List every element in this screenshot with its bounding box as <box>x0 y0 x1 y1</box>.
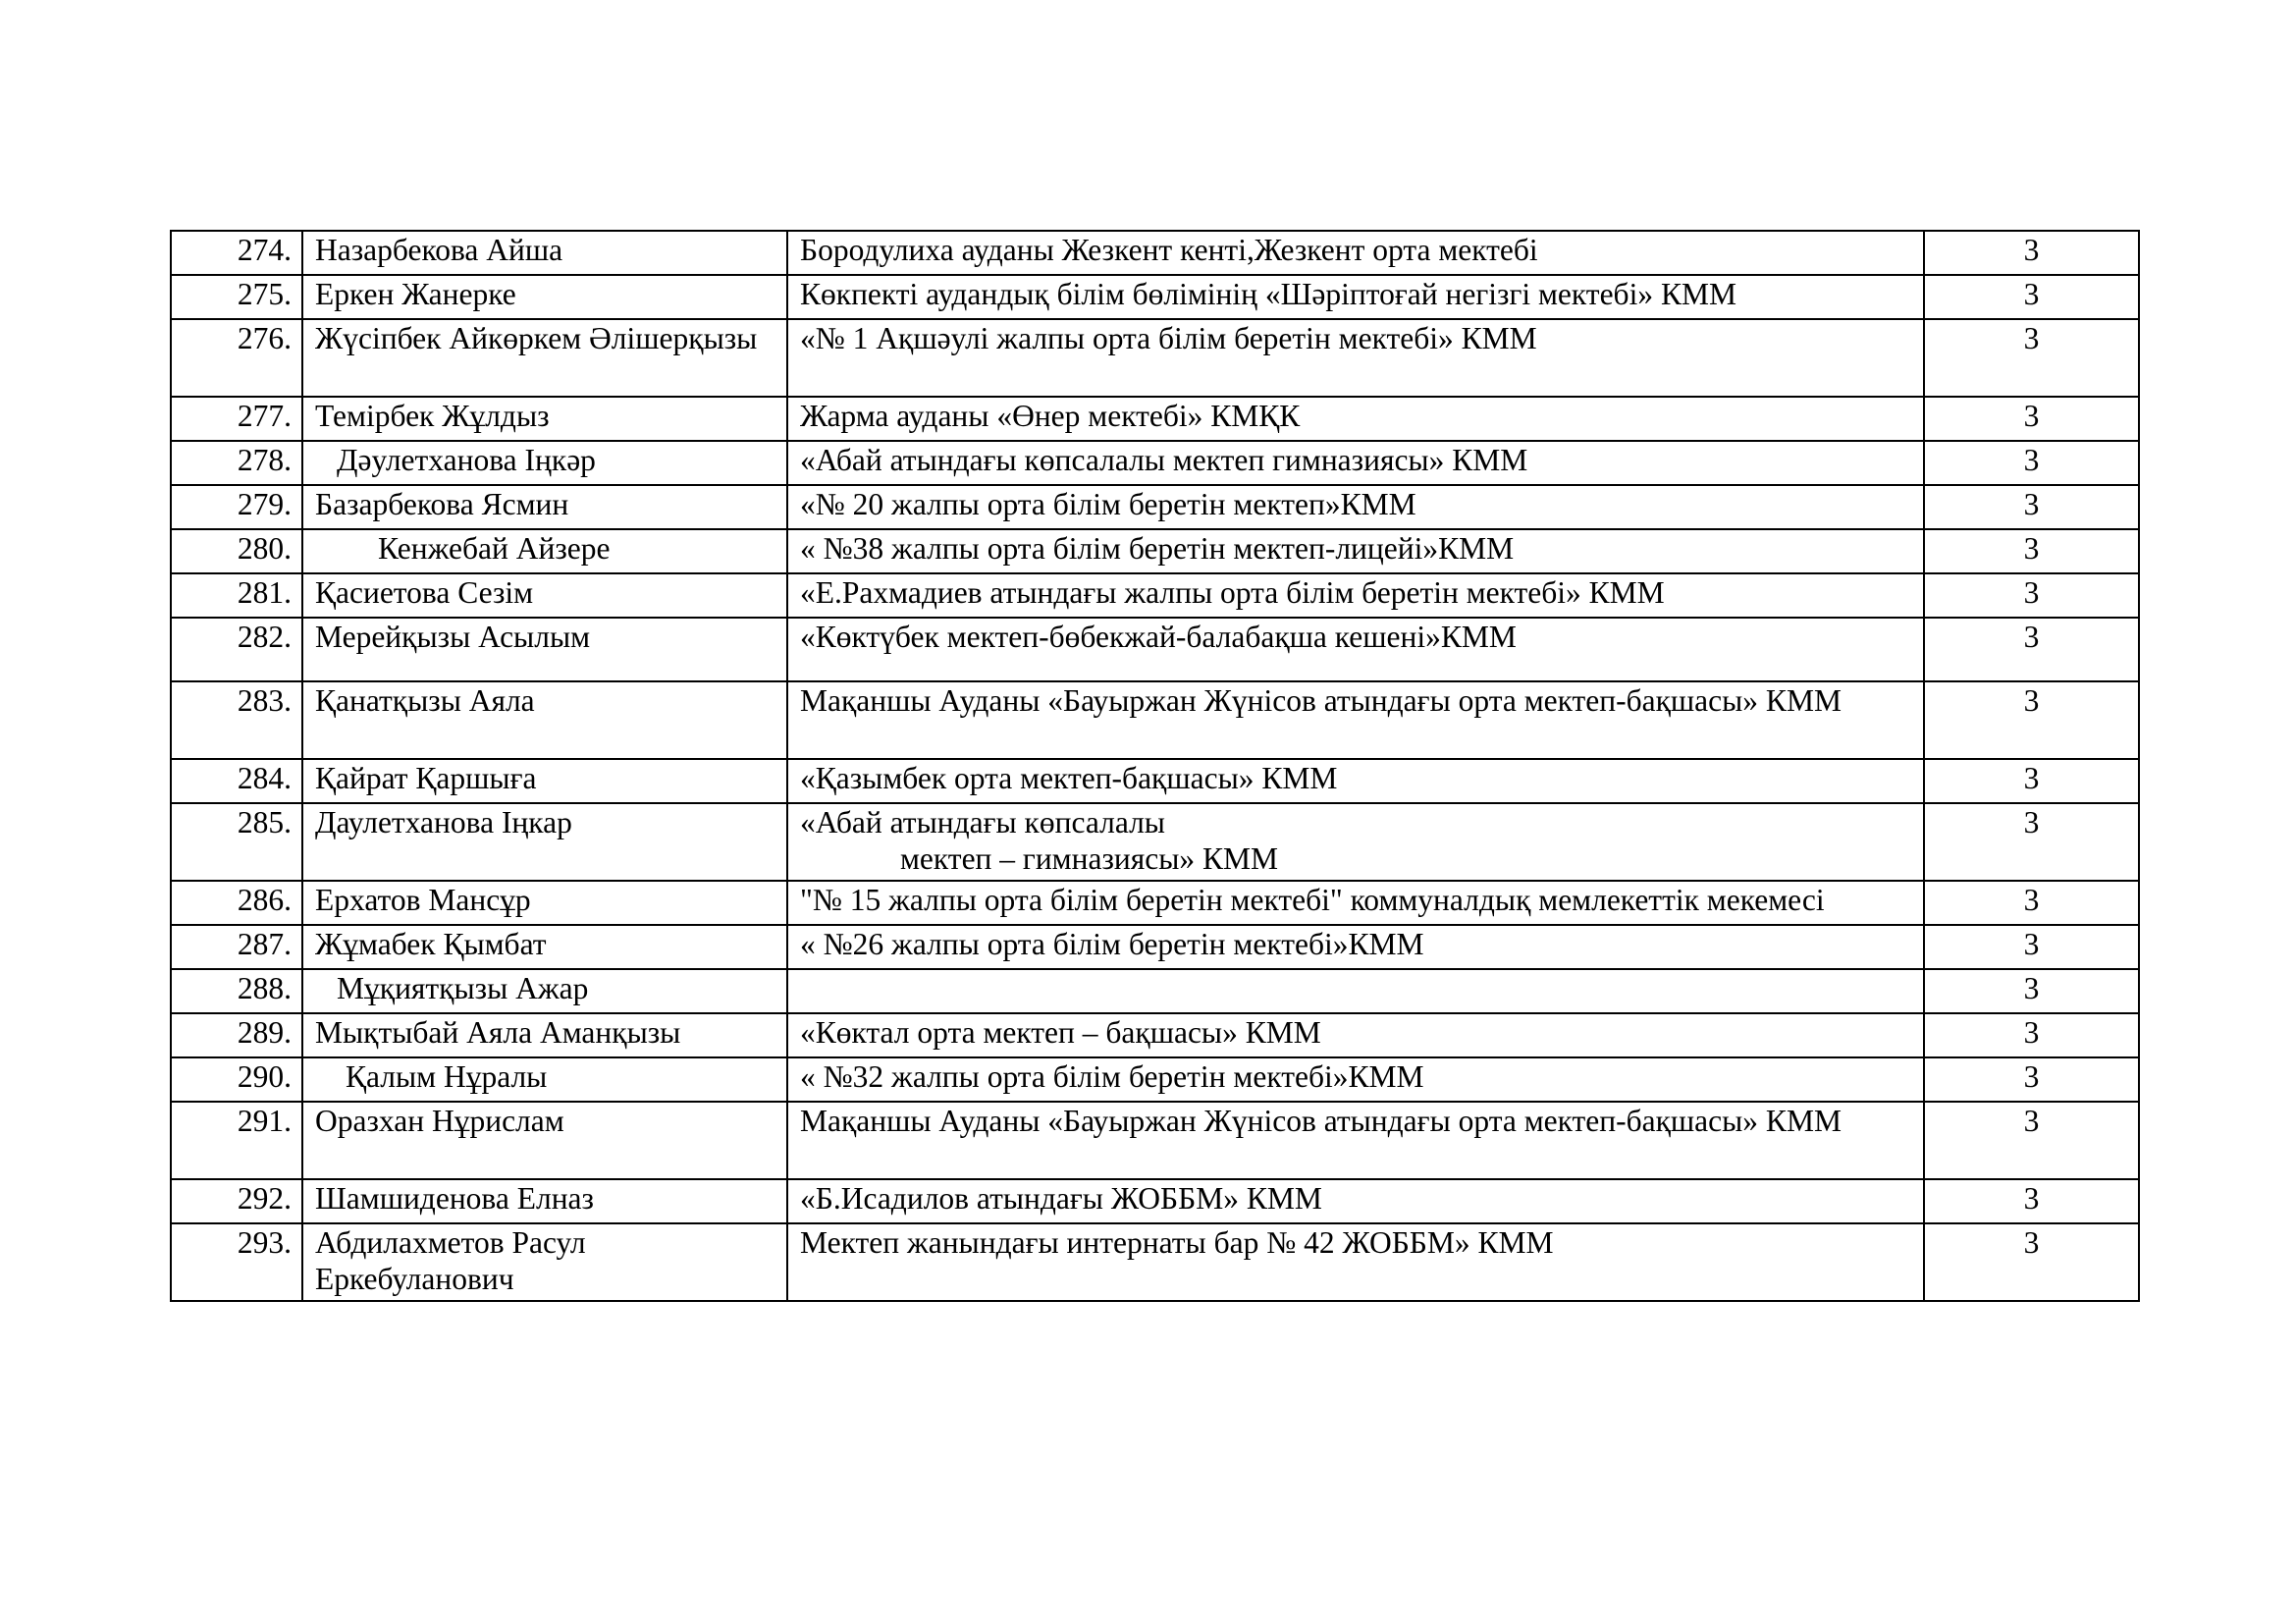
row-number: 279. <box>171 485 302 529</box>
grade-value: 3 <box>1924 231 2139 275</box>
row-number: 281. <box>171 573 302 618</box>
school-name: «Б.Исадилов атындағы ЖОББМ» КММ <box>787 1179 1924 1223</box>
school-name <box>787 803 1924 881</box>
grade-value: 3 <box>1924 759 2139 803</box>
grade-value: 3 <box>1924 969 2139 1013</box>
student-name: Абдилахметов Расул Еркебуланович <box>302 1223 787 1301</box>
row-number: 292. <box>171 1179 302 1223</box>
student-name: Мықтыбай Аяла Аманқызы <box>302 1013 787 1057</box>
row-number: 283. <box>171 681 302 759</box>
table-row <box>171 969 2139 1013</box>
table-row <box>171 231 2139 275</box>
school-name: Көкпекті аудандық білім бөлімінің «Шәріптоғай негізгі мектебі» КММ <box>787 275 1924 319</box>
row-number: 286. <box>171 881 302 925</box>
student-name: Жұмабек Қымбат <box>302 925 787 969</box>
grade-value: 3 <box>1924 529 2139 573</box>
row-number: 285. <box>171 803 302 881</box>
table-row <box>171 573 2139 618</box>
student-name: Базарбекова Ясмин <box>302 485 787 529</box>
school-name: « №26 жалпы орта білім беретін мектебі»КММ <box>787 925 1924 969</box>
table-row <box>171 319 2139 397</box>
row-number: 288. <box>171 969 302 1013</box>
student-name-text: Дәулетханова Іңкәр <box>337 443 596 477</box>
row-number: 291. <box>171 1102 302 1179</box>
school-name: « №32 жалпы орта білім беретін мектебі»КММ <box>787 1057 1924 1102</box>
student-name-text: Қалым Нұралы <box>346 1059 548 1094</box>
row-number: 276. <box>171 319 302 397</box>
student-name: Ерхатов Мансұр <box>302 881 787 925</box>
student-name: Жүсіпбек Айкөркем Әлішерқызы <box>302 319 787 397</box>
student-name: Қайрат Қаршыға <box>302 759 787 803</box>
school-name-line-1: «Абай атындағы көпсалалы <box>800 805 1165 839</box>
grade-value: 3 <box>1924 1179 2139 1223</box>
grade-value: 3 <box>1924 803 2139 881</box>
student-name-text: Кенжебай Айзере <box>378 531 611 566</box>
school-name: Мақаншы Ауданы «Бауыржан Жүнісов атындағы орта мектеп-бақшасы» КММ <box>787 1102 1924 1179</box>
school-name: "№ 15 жалпы орта білім беретін мектебі" коммуналдық мемлекеттік мекемесі <box>787 881 1924 925</box>
table-row <box>171 925 2139 969</box>
grade-value: 3 <box>1924 397 2139 441</box>
table-row <box>171 485 2139 529</box>
student-name: Темірбек Жұлдыз <box>302 397 787 441</box>
grade-value: 3 <box>1924 618 2139 681</box>
row-number: 280. <box>171 529 302 573</box>
roster-table <box>170 230 2140 1302</box>
row-number: 278. <box>171 441 302 485</box>
student-name: Еркен Жанерке <box>302 275 787 319</box>
row-number: 287. <box>171 925 302 969</box>
grade-value: 3 <box>1924 441 2139 485</box>
grade-value: 3 <box>1924 573 2139 618</box>
school-name <box>787 969 1924 1013</box>
table-row <box>171 681 2139 759</box>
row-number: 275. <box>171 275 302 319</box>
school-name: «№ 20 жалпы орта білім беретін мектеп»КММ <box>787 485 1924 529</box>
student-name: Қасиетова Сезім <box>302 573 787 618</box>
row-number: 282. <box>171 618 302 681</box>
row-number: 284. <box>171 759 302 803</box>
table-row <box>171 618 2139 681</box>
student-name: Шамшиденова Елназ <box>302 1179 787 1223</box>
grade-value: 3 <box>1924 1057 2139 1102</box>
student-name <box>302 529 787 573</box>
table-row <box>171 1057 2139 1102</box>
school-name: «Көктүбек мектеп-бөбекжай-балабақша кешені»КММ <box>787 618 1924 681</box>
grade-value: 3 <box>1924 925 2139 969</box>
student-name <box>302 969 787 1013</box>
table-row <box>171 1013 2139 1057</box>
grade-value: 3 <box>1924 1102 2139 1179</box>
school-name: Мектеп жанындағы интернаты бар № 42 ЖОББМ» КММ <box>787 1223 1924 1301</box>
school-name: «Абай атындағы көпсалалы мектеп гимназиясы» КММ <box>787 441 1924 485</box>
school-name: Бородулиха ауданы Жезкент кенті,Жезкент орта мектебі <box>787 231 1924 275</box>
school-name-line-2: мектеп – гимназиясы» КММ <box>900 841 1279 876</box>
grade-value: 3 <box>1924 319 2139 397</box>
student-name: Назарбекова Айша <box>302 231 787 275</box>
school-name: «Қазымбек орта мектеп-бақшасы» КММ <box>787 759 1924 803</box>
table-row <box>171 397 2139 441</box>
school-name: Жарма ауданы «Өнер мектебі» КМҚК <box>787 397 1924 441</box>
student-name: Даулетханова Іңкар <box>302 803 787 881</box>
row-number: 277. <box>171 397 302 441</box>
table-row <box>171 529 2139 573</box>
student-name-text: Мұқиятқызы Ажар <box>337 971 589 1005</box>
student-name: Оразхан Нұрислам <box>302 1102 787 1179</box>
school-name: «№ 1 Ақшәулі жалпы орта білім беретін мектебі» КММ <box>787 319 1924 397</box>
grade-value: 3 <box>1924 1013 2139 1057</box>
student-name <box>302 1057 787 1102</box>
student-name: Қанатқызы Аяла <box>302 681 787 759</box>
table-row <box>171 275 2139 319</box>
grade-value: 3 <box>1924 1223 2139 1301</box>
school-name: «Е.Рахмадиев атындағы жалпы орта білім беретін мектебі» КММ <box>787 573 1924 618</box>
row-number: 290. <box>171 1057 302 1102</box>
table-row <box>171 1102 2139 1179</box>
grade-value: 3 <box>1924 485 2139 529</box>
student-name: Мерейқызы Асылым <box>302 618 787 681</box>
school-name: Мақаншы Ауданы «Бауыржан Жүнісов атындағы орта мектеп-бақшасы» КММ <box>787 681 1924 759</box>
student-name <box>302 441 787 485</box>
table-row <box>171 803 2139 881</box>
school-name: «Көктал орта мектеп – бақшасы» КММ <box>787 1013 1924 1057</box>
table-row <box>171 881 2139 925</box>
table-row <box>171 1179 2139 1223</box>
row-number: 289. <box>171 1013 302 1057</box>
row-number: 293. <box>171 1223 302 1301</box>
grade-value: 3 <box>1924 681 2139 759</box>
table-row <box>171 441 2139 485</box>
grade-value: 3 <box>1924 275 2139 319</box>
grade-value: 3 <box>1924 881 2139 925</box>
school-name: « №38 жалпы орта білім беретін мектеп-лицейі»КММ <box>787 529 1924 573</box>
table-row <box>171 759 2139 803</box>
table-row <box>171 1223 2139 1301</box>
row-number: 274. <box>171 231 302 275</box>
